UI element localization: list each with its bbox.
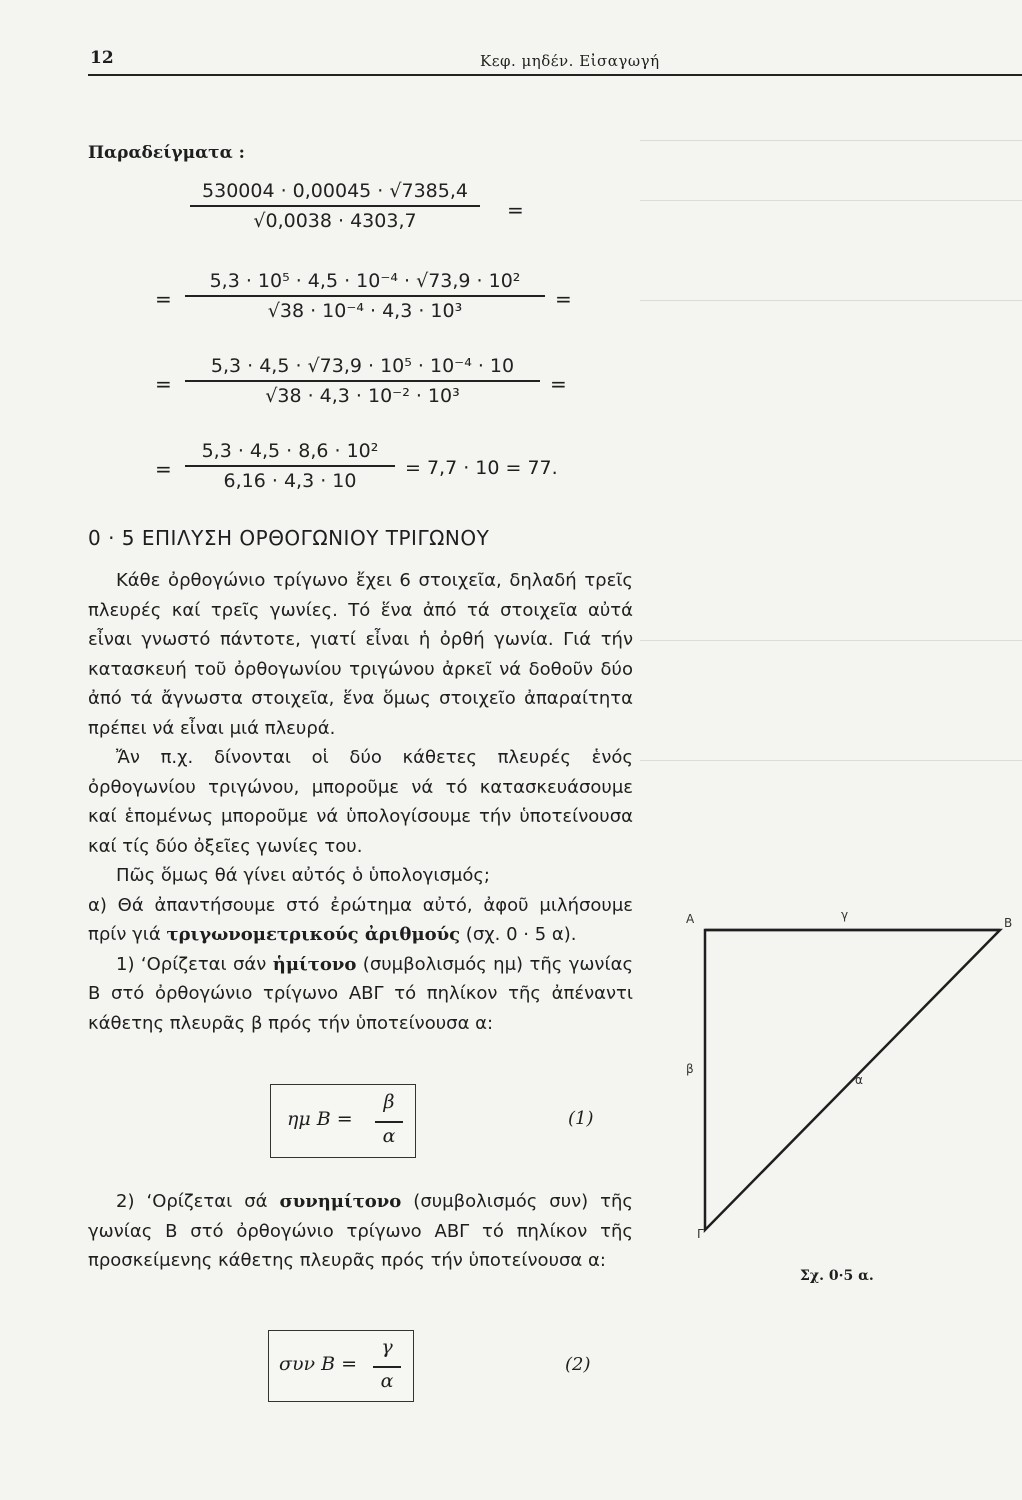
equation-number: (2) bbox=[565, 1354, 591, 1375]
fraction-numerator: 5,3 · 4,5 · √73,9 · 10⁵ · 10⁻⁴ · 10 bbox=[210, 355, 515, 377]
bleed-through-line bbox=[640, 640, 1022, 641]
fraction-numerator: 5,3 · 10⁵ · 4,5 · 10⁻⁴ · √73,9 · 10² bbox=[209, 270, 521, 292]
examples-label: Παραδείγματα : bbox=[88, 143, 245, 163]
fraction-bar bbox=[185, 295, 545, 297]
paragraph: Πῶς ὅμως θά γίνει αὐτός ὁ ὑπολογισμός; bbox=[116, 865, 490, 886]
fraction-denominator: √38 · 4,3 · 10⁻² · 10³ bbox=[265, 384, 460, 407]
bleed-through-line bbox=[640, 140, 1022, 141]
formula-1-box bbox=[270, 1084, 416, 1158]
body-text bbox=[88, 1187, 633, 1276]
formula-denominator: α bbox=[380, 1370, 394, 1392]
side-label-alpha: α bbox=[855, 1073, 863, 1087]
bold-term: ἡμίτονο bbox=[272, 953, 357, 975]
bold-term: συνημίτονο bbox=[279, 1191, 402, 1212]
body-text bbox=[88, 566, 633, 1038]
triangle-outline bbox=[705, 930, 1000, 1230]
example-step-3-fraction bbox=[185, 355, 540, 407]
equals-sign: = bbox=[155, 372, 172, 396]
example-step-1-fraction bbox=[190, 180, 480, 232]
fraction-bar bbox=[185, 465, 395, 467]
example-step-2-fraction bbox=[185, 270, 545, 322]
paragraph bbox=[88, 891, 633, 950]
formula-lhs: ημ B = bbox=[287, 1108, 353, 1130]
fraction-numerator: 5,3 · 4,5 · 8,6 · 10² bbox=[201, 440, 379, 462]
equals-sign: = bbox=[555, 287, 572, 311]
text-run: α) Θά ἀπαντήσουμε στό ἐρώτημα αὐτό, ἀφοῦ μιλήσουμε πρίν γιά bbox=[88, 894, 633, 945]
example-result: = 7,7 · 10 = 77. bbox=[405, 457, 558, 479]
paragraph bbox=[88, 1187, 633, 1276]
header-rule bbox=[88, 74, 1022, 76]
equals-sign: = bbox=[550, 372, 567, 396]
formula-2-box bbox=[268, 1330, 414, 1402]
text-run: (συμβολισμός ημ) τῆς γωνίας Β στό ὀρθογώνιο τρίγωνο ΑΒΓ τό πηλίκον τῆς ἀπέναντι κάθετης πλευρᾶς β πρός τήν ὑποτείνουσα α: bbox=[88, 953, 634, 1034]
equals-sign: = bbox=[155, 457, 172, 481]
vertex-label-a: Α bbox=[686, 912, 695, 926]
paragraph: Ἄν π.χ. δίνονται οἱ δύο κάθετες πλευρές ἑνός ὀρθογωνίου τριγώνου, μποροῦμε νά τό κατασκευάσουμε καί ἑπομένως μποροῦμε νά ὑπολογίσουμε τήν ὑποτείνουσα καί τίς δύο ὀξεῖες γωνίες του. bbox=[88, 747, 633, 857]
fraction-bar bbox=[190, 205, 480, 207]
fraction-bar bbox=[375, 1121, 403, 1123]
side-label-beta: β bbox=[686, 1062, 694, 1076]
running-head: Κεφ. μηδέν. Εἰσαγωγή bbox=[480, 52, 660, 70]
fraction-denominator: √38 · 10⁻⁴ · 4,3 · 10³ bbox=[267, 299, 463, 322]
paragraph bbox=[88, 950, 633, 1039]
equals-sign: = bbox=[507, 198, 524, 222]
bleed-through-line bbox=[640, 200, 1022, 201]
text-run: (σχ. 0 · 5 α). bbox=[460, 924, 577, 945]
formula-numerator: β bbox=[383, 1091, 395, 1113]
bleed-through-line bbox=[640, 760, 1022, 761]
figure-caption: Σχ. 0·5 α. bbox=[800, 1268, 874, 1284]
fraction-denominator: √0,0038 · 4303,7 bbox=[253, 209, 417, 232]
section-heading: 0 · 5 ΕΠΙΛΥΣΗ ΟΡΘΟΓΩΝΙΟΥ ΤΡΙΓΩΝΟΥ bbox=[88, 526, 490, 550]
bleed-through-line bbox=[640, 300, 1022, 301]
formula-lhs: συν B = bbox=[279, 1353, 358, 1375]
bold-term: τριγωνομετρικούς ἀριθμούς bbox=[166, 924, 461, 945]
vertex-label-b: Β bbox=[1004, 916, 1013, 930]
formula-numerator: γ bbox=[381, 1336, 393, 1358]
text-run: (συμβολισμός συν) τῆς γωνίας Β στό ὀρθογώνιο τρίγωνο ΑΒΓ τό πηλίκον τῆς προσκείμενης κάθετης πλευρᾶς πρός τήν ὑποτείνουσα α: bbox=[88, 1191, 633, 1271]
equation-number: (1) bbox=[568, 1108, 594, 1129]
fraction-bar bbox=[373, 1366, 401, 1368]
fraction-bar bbox=[185, 380, 540, 382]
example-step-4-fraction bbox=[185, 440, 395, 492]
page-number: 12 bbox=[90, 48, 114, 68]
fraction-numerator: 530004 · 0,00045 · √7385,4 bbox=[202, 180, 468, 202]
text-run: 2) ‘Ορίζεται σά bbox=[116, 1191, 280, 1212]
vertex-label-g: Γ bbox=[697, 1227, 704, 1241]
paragraph: Κάθε ὀρθογώνιο τρίγωνο ἔχει 6 στοιχεῖα, δηλαδή τρεῖς πλευρές καί τρεῖς γωνίες. Τό ἕνα ἀπό τά στοιχεῖα αὐτά εἶναι γνωστό πάντοτε, γιατί εἶναι ἡ ὀρθή γωνία. Γιά τήν κατασκευή τοῦ ὀρθογωνίου τριγώνου ἀρκεῖ νά δοθοῦν δύο ἀπό τά ἄγνωστα στοιχεῖα, ἕνα ὅμως στοιχεῖο ἀπαραίτητα πρέπει νά εἶναι μιά πλευρά. bbox=[88, 570, 633, 739]
side-label-gamma: γ bbox=[841, 908, 849, 922]
formula-denominator: α bbox=[382, 1125, 396, 1147]
text-run: 1) ‘Ορίζεται σάν bbox=[116, 953, 273, 975]
equals-sign: = bbox=[155, 287, 172, 311]
fraction-denominator: 6,16 · 4,3 · 10 bbox=[223, 469, 357, 492]
